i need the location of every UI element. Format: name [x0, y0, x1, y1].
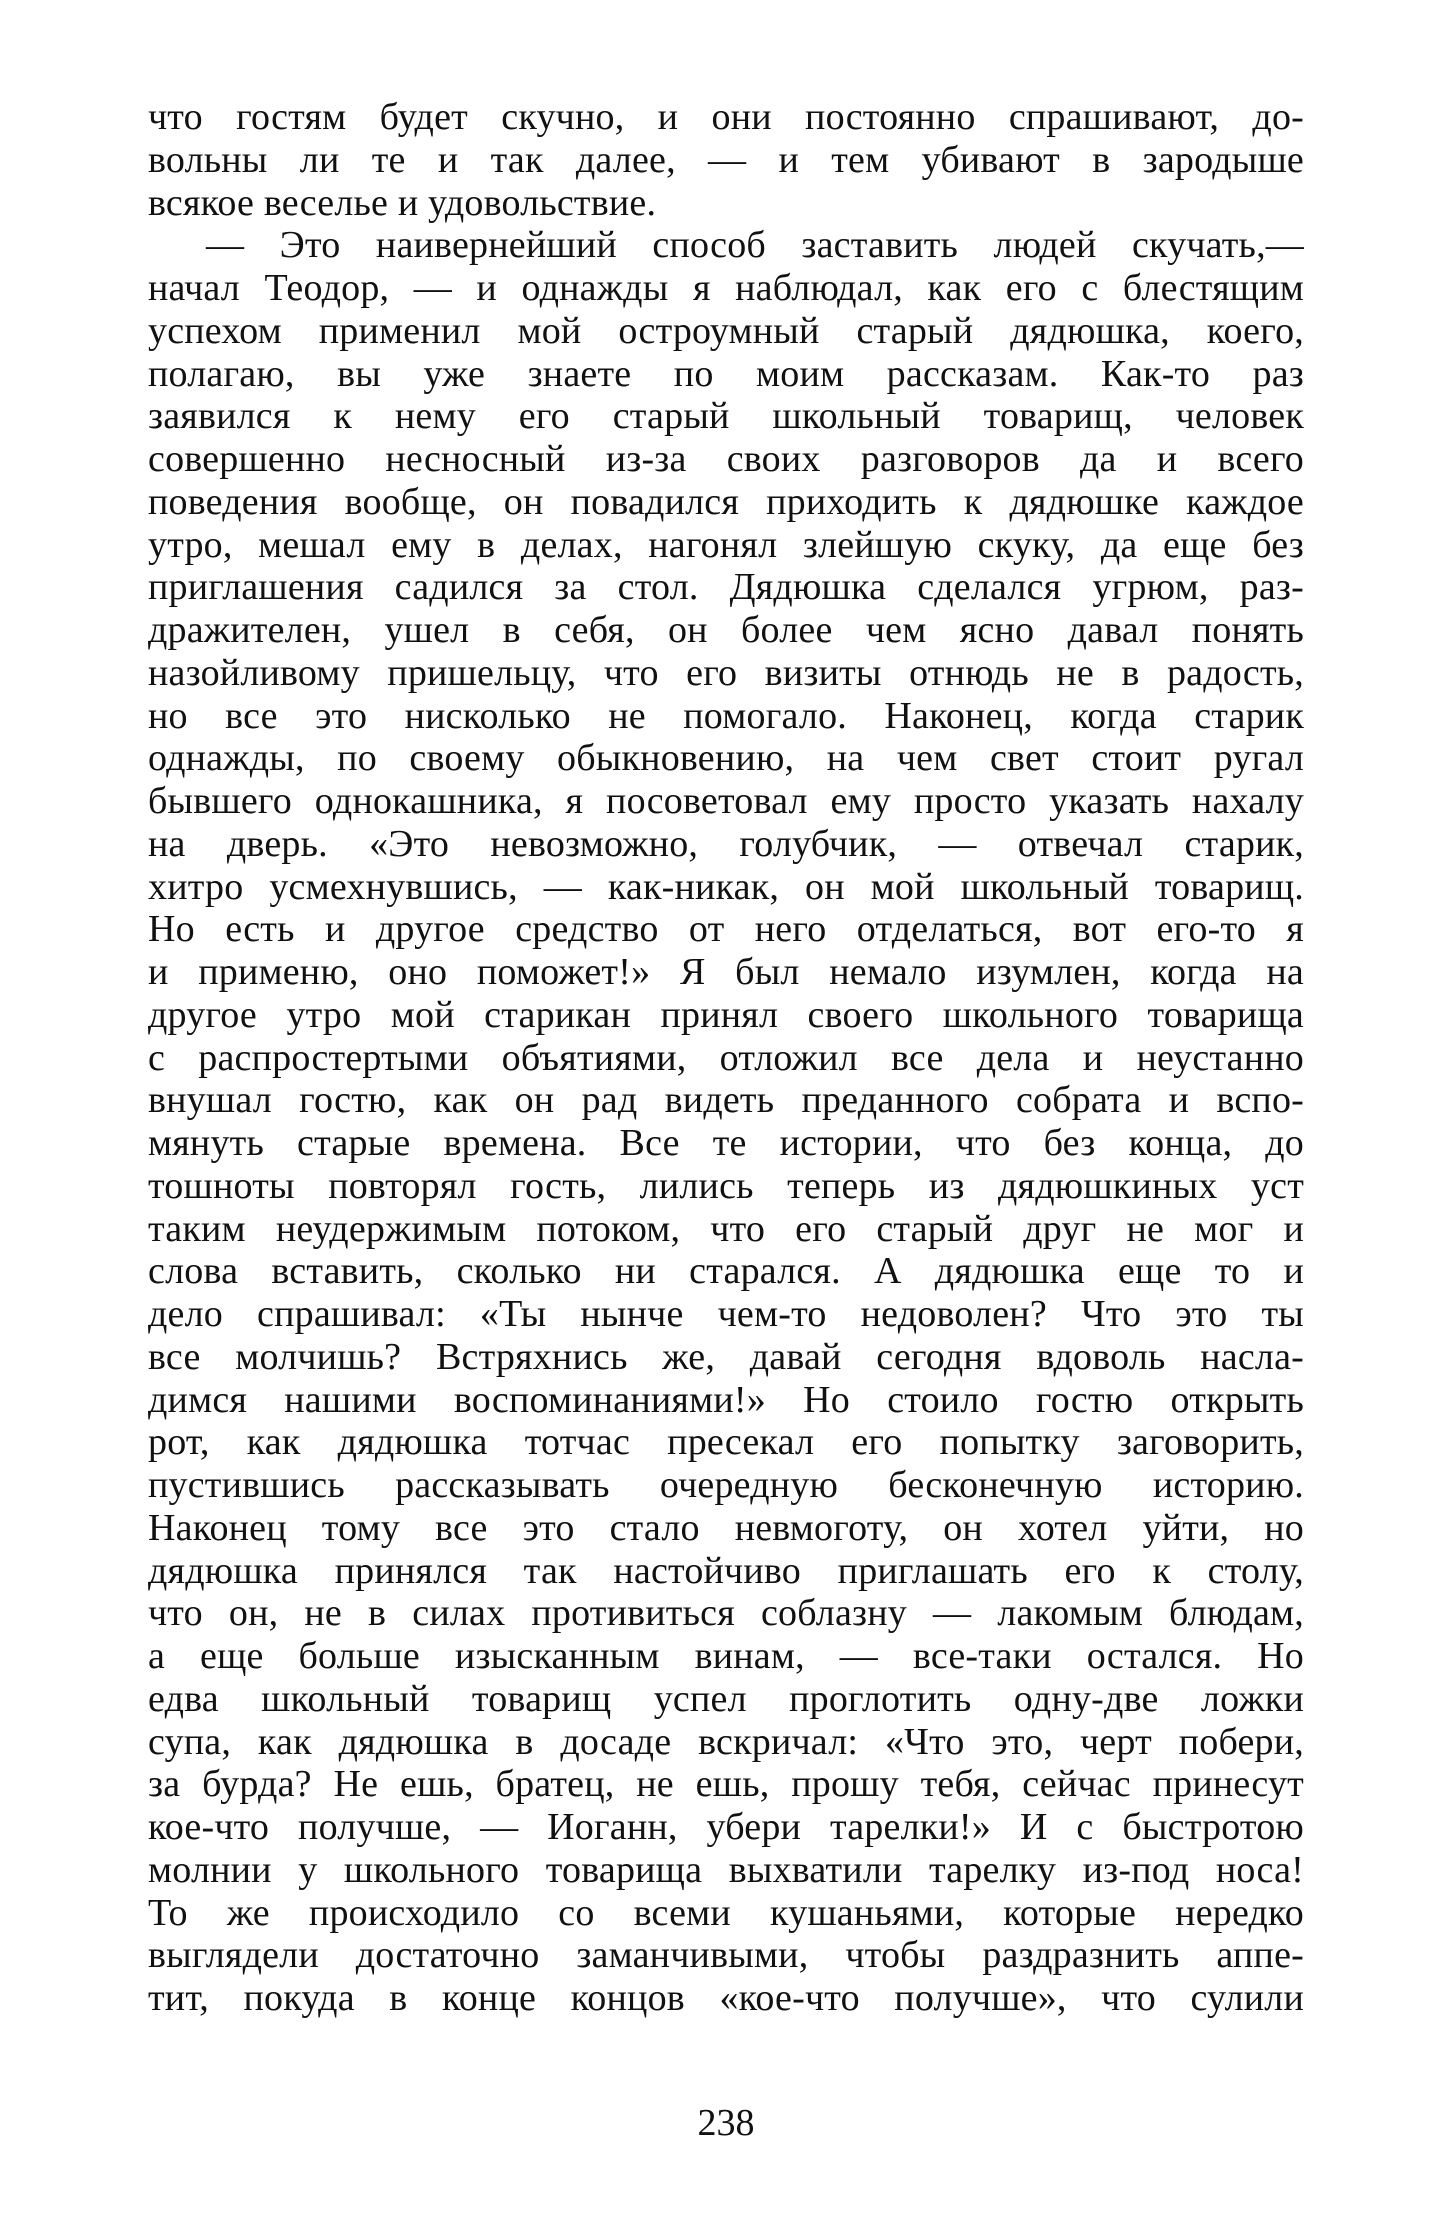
text-line: выглядели достаточно заманчивыми, чтобы раздразнить аппе- [148, 1934, 1304, 1977]
text-line: бывшего однокашника, я посоветовал ему просто указать нахалу [148, 780, 1304, 822]
text-line: однажды, по своему обыкновению, на чем свет стоит ругал [148, 737, 1304, 780]
text-line: утро, мешал ему в делах, нагонял злейшую скуку, да еще без [148, 523, 1304, 566]
text-line: совершенно несносный из-за своих разговоров да и всего [148, 438, 1304, 480]
text-line: и применю, оно поможет!» Я был немало изумлен, когда на [148, 951, 1304, 993]
text-line: полагаю, вы уже знаете по моим рассказам. Как-то раз [148, 352, 1304, 395]
text-line: за бурда? Не ешь, братец, не ешь, прошу тебя, сейчас принесут [148, 1763, 1304, 1806]
text-line: димся нашими воспоминаниями!» Но стоило гостю открыть [148, 1378, 1304, 1421]
text-line: таким неудержимым потоком, что его старый друг не мог и [148, 1207, 1304, 1250]
text-line: успехом применил мой остроумный старый дядюшка, коего, [148, 309, 1304, 352]
text-line: но все это нисколько не помогало. Наконец, когда старик [148, 694, 1304, 737]
text-line: Наконец тому все это стало невмоготу, он хотел уйти, но [148, 1506, 1304, 1549]
text-line: с распростертыми объятиями, отложил все дела и неустанно [148, 1036, 1304, 1079]
text-line: что гостям будет скучно, и они постоянно спрашивают, до- [148, 96, 1304, 138]
text-line: дело спрашивал: «Ты нынче чем-то недоволен? Что это ты [148, 1293, 1304, 1335]
text-line: что он, не в силах противиться соблазну — лакомым блюдам, [148, 1592, 1304, 1635]
text-line: дядюшка принялся так настойчиво приглашать его к столу, [148, 1549, 1304, 1592]
text-line: а еще больше изысканным винам, — все-таки остался. Но [148, 1635, 1304, 1677]
text-line: — Это наивернейший способ заставить людей скучать,— [206, 224, 1304, 267]
text-line: хитро усмехнувшись, — как-никак, он мой школьный товарищ. [148, 865, 1304, 908]
text-line: всякое веселье и удовольствие. [148, 181, 657, 224]
text-line: рот, как дядюшка тотчас пресекал его попытку заговорить, [148, 1421, 1304, 1464]
text-line: супа, как дядюшка в досаде вскричал: «Что это, черт побери, [148, 1720, 1304, 1763]
body-text [148, 96, 1304, 2020]
text-line: Но есть и другое средство от него отделаться, вот его-то я [148, 908, 1304, 951]
text-line: То же происходило со всеми кушаньями, которые нередко [148, 1891, 1304, 1934]
text-line: поведения вообще, он повадился приходить к дядюшке каждое [148, 480, 1304, 523]
text-line: кое-что получше, — Иоганн, убери тарелки!» И с быстротою [148, 1806, 1304, 1848]
text-line: начал Теодор, — и однажды я наблюдал, как его с блестящим [148, 267, 1304, 309]
text-line: вольны ли те и так далее, — и тем убивают в зародыше [148, 138, 1304, 181]
text-line: назойливому пришельцу, что его визиты отнюдь не в радость, [148, 651, 1304, 694]
text-line: пустившись рассказывать очередную бесконечную историю. [148, 1464, 1304, 1506]
text-line: внушал гостю, как он рад видеть преданного собрата и вспо- [148, 1079, 1304, 1122]
text-line: мянуть старые времена. Все те истории, что без конца, до [148, 1122, 1304, 1164]
book-page [148, 96, 1304, 2216]
page-number: 238 [697, 2102, 755, 2144]
text-line: едва школьный товарищ успел проглотить одну-две ложки [148, 1677, 1304, 1720]
text-line: тит, покуда в конце концов «кое-что получше», что сулили [148, 1977, 1304, 2019]
text-line: заявился к нему его старый школьный товарищ, человек [148, 395, 1304, 438]
text-line: дражителен, ушел в себя, он более чем ясно давал понять [148, 609, 1304, 651]
text-line: другое утро мой старикан принял своего школьного товарища [148, 993, 1304, 1036]
text-line: слова вставить, сколько ни старался. А дядюшка еще то и [148, 1250, 1304, 1293]
text-line: на дверь. «Это невозможно, голубчик, — отвечал старик, [148, 822, 1304, 865]
text-line: тошноты повторял гость, лились теперь из дядюшкиных уст [148, 1164, 1304, 1207]
text-line: молнии у школьного товарища выхватили тарелку из-под носа! [148, 1848, 1304, 1891]
text-line: все молчишь? Встряхнись же, давай сегодня вдоволь насла- [148, 1335, 1304, 1378]
text-line: приглашения садился за стол. Дядюшка сделался угрюм, раз- [148, 566, 1304, 609]
